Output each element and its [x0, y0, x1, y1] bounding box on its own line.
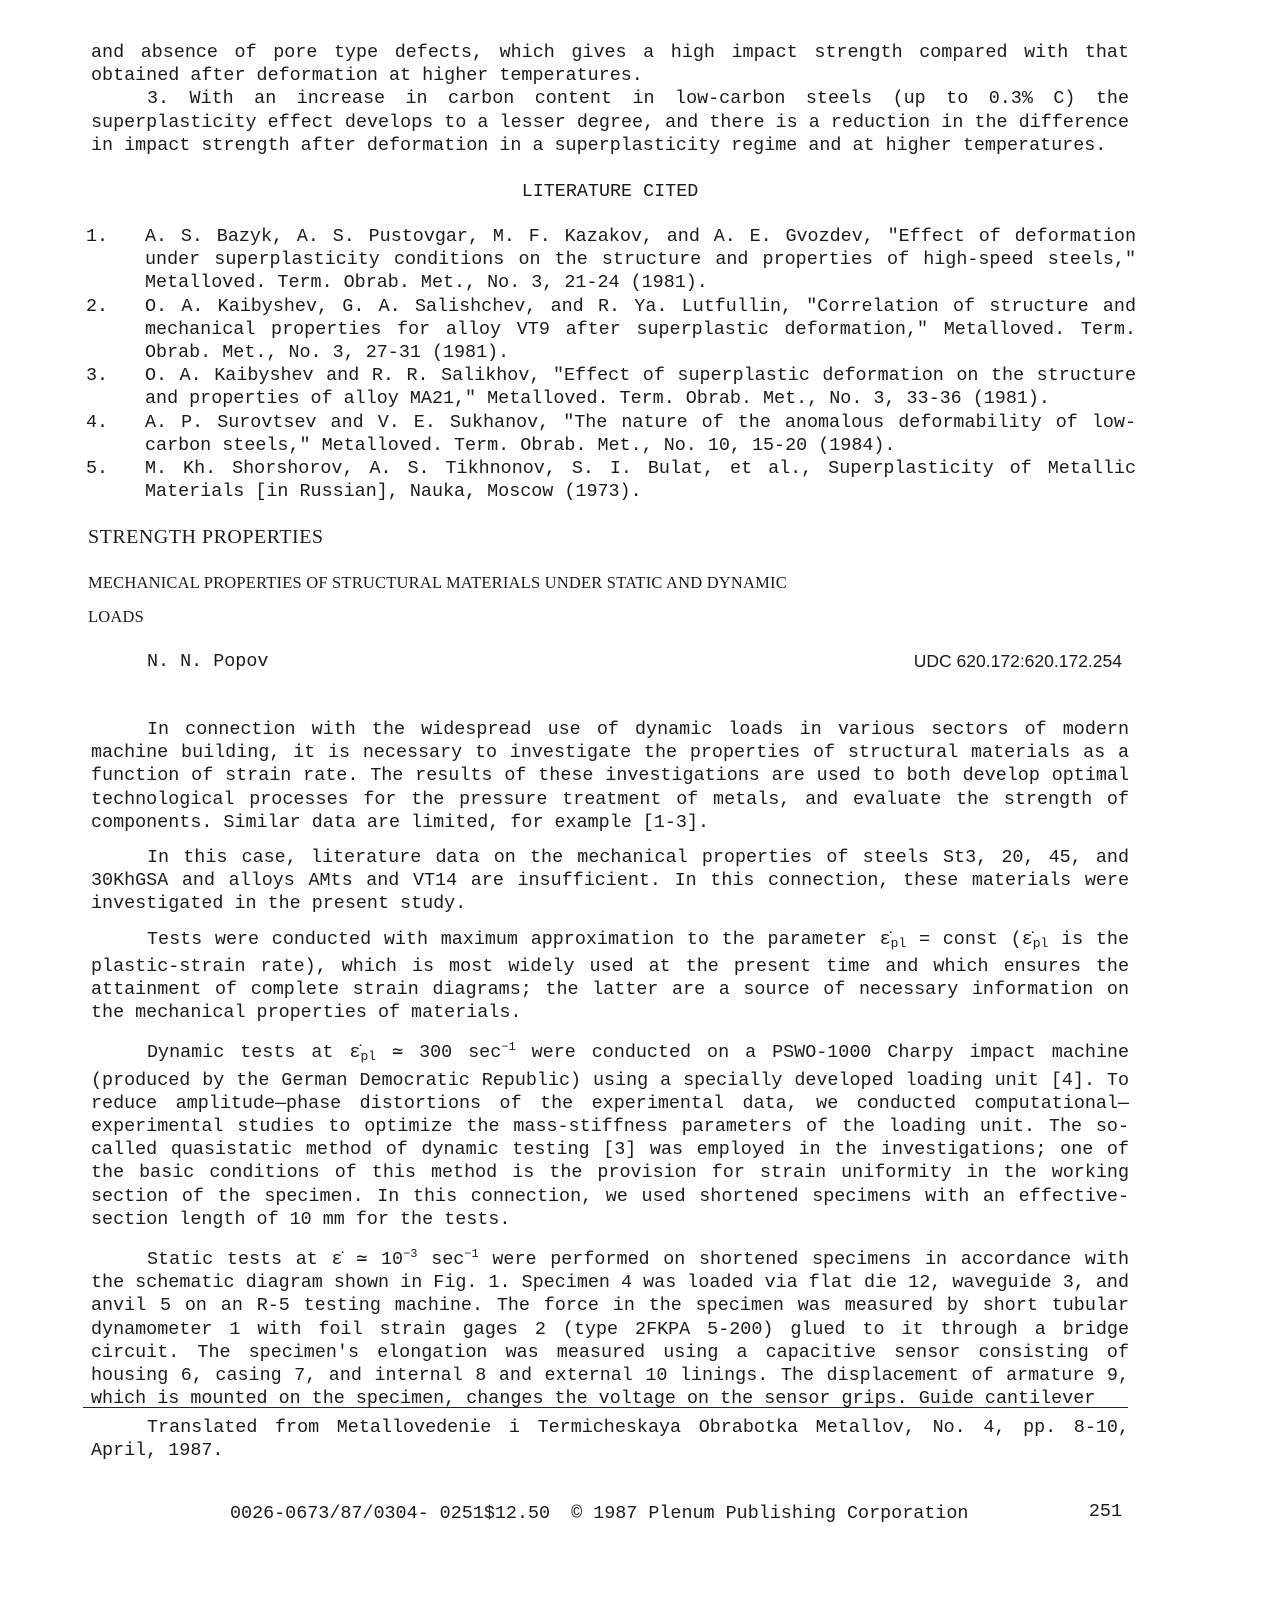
conclusion-item-3: 3. With an increase in carbon content in low-carbon steels (up to 0.3% C) the superplasticity effect develops to a lesser degree, and there is a reduction in the difference in impact strength after deformation in a superplasticity regime and at higher temperatures.	[91, 88, 1129, 156]
reference-number: 2.	[86, 295, 109, 317]
reference-text: A. S. Bazyk, A. S. Pustovgar, M. F. Kazakov, and A. E. Gvozdev, "Effect of deformation under superplasticity conditions on the structure and properties of high-speed steels," Metalloved. Term. Obrab. Met., No. 3, 21-24 (1981).	[145, 226, 1136, 294]
body-paragraph-3	[91, 928, 1129, 1025]
text-run: were performed on shortened specimens in accordance with the schematic diagram shown in Fig. 1. Specimen 4 was loaded via flat die 12, waveguide 3, and anvil 5 on an R-5 testing machine. The force in the specimen was measured by short tubular dynamometer 1 with foil strain gages 2 (type 2FKPA 5-200) glued to it through a bridge circuit. The specimen's elongation was measured using a capacitive sensor consisting of housing 6, casing 7, and internal 8 and external 10 linings. The displacement of armature 9, which is mounted on the specimen, changes the voltage on the sensor grips. Guide cantilever	[91, 1249, 1129, 1410]
reference-text: O. A. Kaibyshev and R. R. Salikhov, "Effect of superplastic deformation on the structure and properties of alloy MA21," Metalloved. Term. Obrab. Met., No. 3, 33-36 (1981).	[145, 365, 1136, 410]
continued-paragraph: and absence of pore type defects, which gives a high impact strength compared with that obtained after deformation at higher temperatures.	[91, 42, 1129, 87]
text-run: Tests were conducted with maximum approximation to the parameter ε̇	[147, 928, 891, 950]
article-code: 0026-0673/87/0304- 0251$12.50	[230, 1503, 551, 1524]
footnote-divider	[83, 1407, 1128, 1408]
text-run: sec	[417, 1249, 465, 1271]
author-name: N. N. Popov	[147, 651, 269, 672]
reference-item	[86, 295, 1136, 365]
text-run: Static tests at ε̇ ≃ 10	[147, 1249, 404, 1271]
article-body	[91, 718, 1129, 1410]
article-title-line-1: MECHANICAL PROPERTIES OF STRUCTURAL MATERIALS UNDER STATIC AND DYNAMIC	[88, 573, 787, 592]
superscript: −1	[501, 1040, 516, 1055]
superscript: −1	[464, 1247, 479, 1262]
literature-heading: LITERATURE CITED	[521, 181, 699, 202]
subscript: pl	[1032, 935, 1049, 951]
body-paragraph-1: In connection with the widespread use of dynamic loads in various sectors of modern machine building, it is necessary to investigate the properties of structural materials as a function of strain rate. The results of these investigations are used to both develop optimal technological processes for the pressure treatment of metals, and evaluate the strength of components. Similar data are limited, for example [1-3].	[91, 719, 1129, 833]
text-run: ≃ 300 sec	[376, 1042, 502, 1064]
subscript: pl	[890, 935, 907, 951]
reference-text: O. A. Kaibyshev, G. A. Salishchev, and R. Ya. Lutfullin, "Correlation of structure and mechanical properties for alloy VT9 after superplastic deformation," Metalloved. Term. Obrab. Met., No. 3, 27-31 (1981).	[145, 295, 1136, 364]
reference-item	[86, 364, 1136, 410]
reference-item	[86, 457, 1136, 503]
reference-number: 4.	[86, 411, 109, 433]
page-footer	[230, 1502, 968, 1525]
section-heading: STRENGTH PROPERTIES	[88, 526, 324, 548]
translation-footnote: Translated from Metallovedenie i Termicheskaya Obrabotka Metallov, No. 4, pp. 8-10, April, 1987.	[91, 1417, 1129, 1462]
copyright-notice: © 1987 Plenum Publishing Corporation	[571, 1503, 969, 1524]
reference-text: M. Kh. Shorshorov, A. S. Tikhnonov, S. I. Bulat, et al., Superplasticity of Metallic Materials [in Russian], Nauka, Moscow (1973).	[145, 458, 1136, 503]
reference-number: 5.	[86, 458, 109, 480]
body-paragraph-5	[91, 1243, 1129, 1410]
udc-code: UDC 620.172:620.172.254	[913, 651, 1122, 671]
reference-item	[86, 411, 1136, 457]
superscript: −3	[403, 1247, 418, 1262]
reference-number: 1.	[86, 226, 109, 247]
text-run: Dynamic tests at ε̇	[147, 1042, 361, 1064]
reference-text: A. P. Surovtsev and V. E. Sukhanov, "The nature of the anomalous deformability of low-carbon steels," Metalloved. Term. Obrab. Met., No. 10, 15-20 (1984).	[145, 411, 1136, 456]
page-number: 251	[1088, 1501, 1122, 1522]
reference-list	[86, 225, 1136, 503]
body-paragraph-2: In this case, literature data on the mechanical properties of steels St3, 20, 45, and 30KhGSA and alloys AMts and VT14 are insufficient. In this connection, these materials were investigated in the present study.	[91, 847, 1129, 915]
body-paragraph-4	[91, 1036, 1129, 1231]
article-title-line-2: LOADS	[88, 607, 145, 626]
text-run: is the plastic-strain rate), which is most widely used at the present time and which ensures the attainment of complete strain diagrams; the latter are a source of necessary information on the mechanical properties of materials.	[91, 928, 1129, 1024]
reference-number: 3.	[86, 365, 109, 387]
text-run: = const (ε̇	[906, 928, 1033, 950]
reference-item	[86, 225, 1136, 295]
text-run: were conducted on a PSWO-1000 Charpy impact machine (produced by the German Democratic Republic) using a specially developed loading unit [4]. To reduce amplitude—phase distortions of the experimental data, we conducted computational—experimental studies to optimize the mass-stiffness parameters of the loading unit. The so-called quasistatic method of dynamic testing [3] was employed in the investigations; one of the basic conditions of this method is the provision for strain uniformity in the working section of the specimen. In this connection, we used shortened specimens with an effective-section length of 10 mm for the tests.	[91, 1042, 1129, 1230]
intro-section	[91, 41, 1129, 157]
subscript: pl	[360, 1049, 377, 1065]
